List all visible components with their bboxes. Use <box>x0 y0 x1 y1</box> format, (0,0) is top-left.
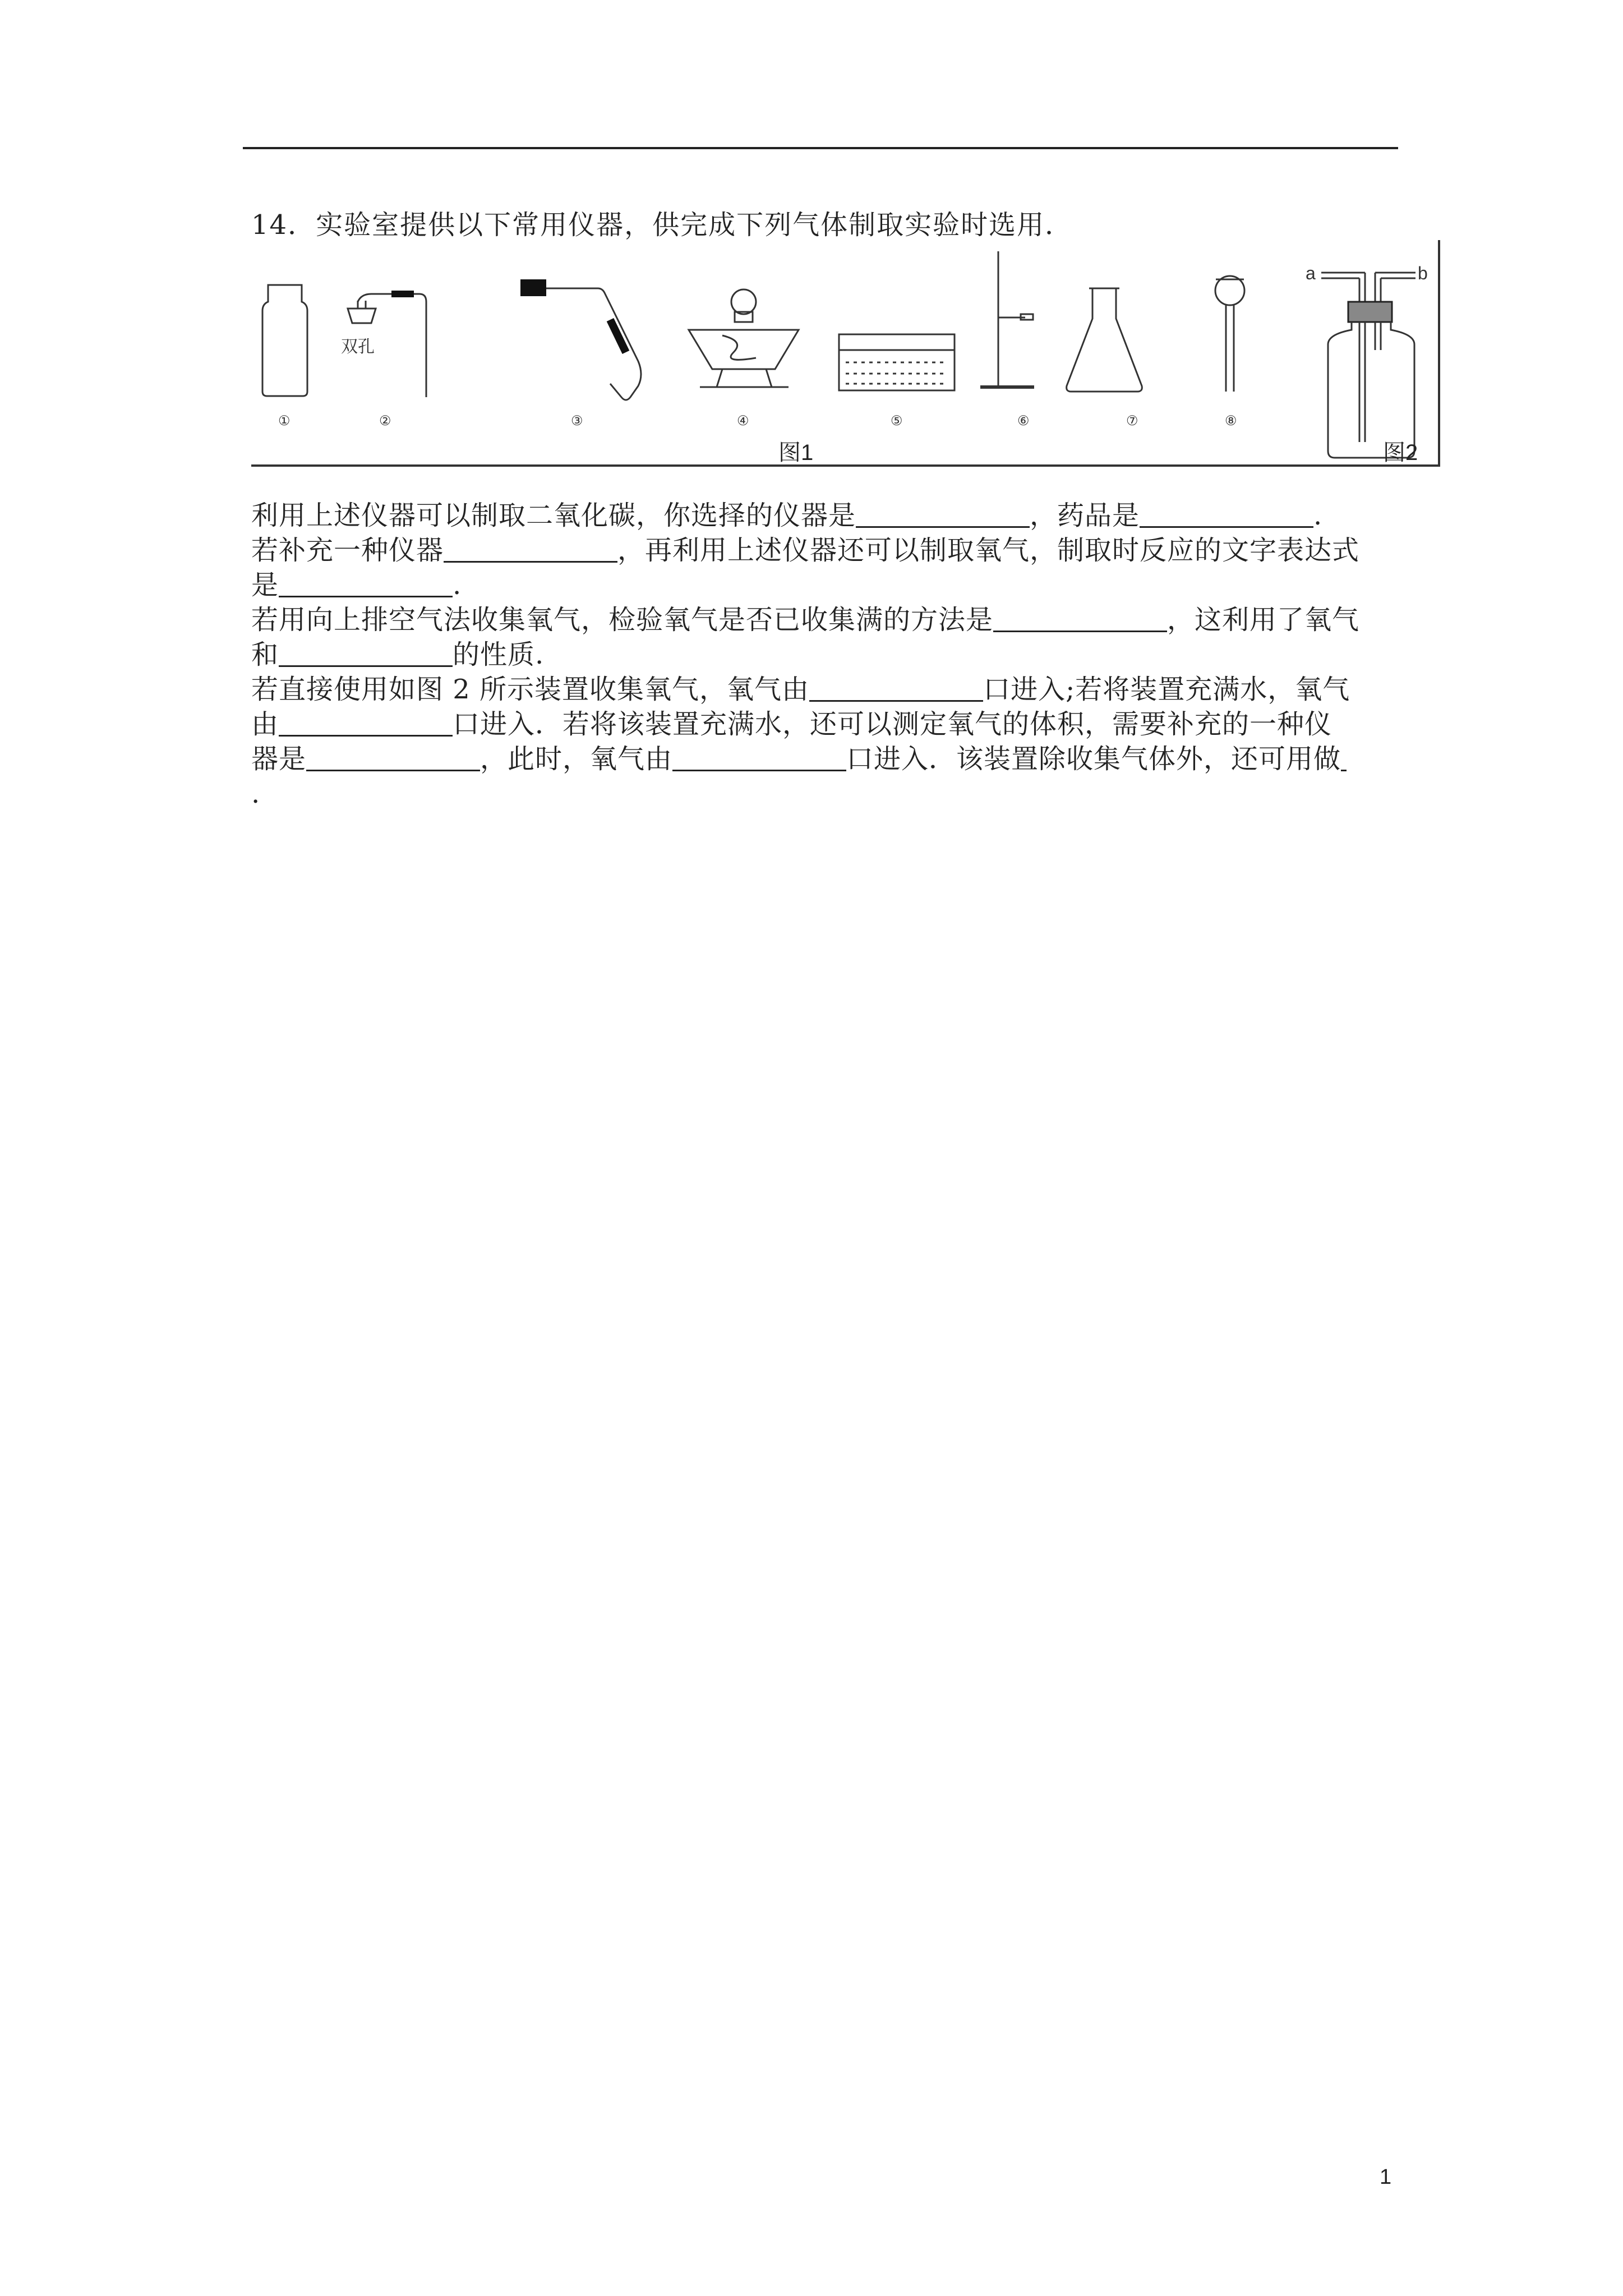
answer-blank-property[interactable] <box>279 638 453 667</box>
label-8: ⑧ <box>1225 413 1237 429</box>
label-6: ⑥ <box>1017 413 1030 429</box>
body-line-7 <box>251 707 1402 742</box>
header-rule <box>243 147 1398 149</box>
question-body <box>251 498 1402 811</box>
conical-flask-icon <box>1067 288 1142 392</box>
text-segment: 若直接使用如图 2 所示装置收集氧气，氧气由 <box>251 674 810 705</box>
label-5: ⑤ <box>891 413 903 429</box>
question-stem: 14．实验室提供以下常用仪器，供完成下列气体制取实验时选用． <box>251 209 1073 241</box>
body-line-4 <box>251 602 1402 637</box>
text-segment: 由 <box>251 708 279 740</box>
label-4: ④ <box>737 413 749 429</box>
label-1: ① <box>278 413 291 429</box>
body-line-9 <box>251 776 1402 811</box>
text-segment: ，再利用上述仪器还可以制取氧气，制取时反应的文字表达式 <box>617 535 1360 566</box>
label-2: ② <box>379 413 391 429</box>
body-line-6 <box>251 672 1402 707</box>
text-segment: . <box>251 778 261 809</box>
text-segment: 是 <box>251 569 279 601</box>
answer-blank-inlet-3[interactable] <box>672 743 846 771</box>
long-funnel-icon <box>1215 276 1244 392</box>
iron-stand-icon <box>980 251 1034 387</box>
text-segment: 若用向上排空气法收集氧气，检验氧气是否已收集满的方法是 <box>251 604 994 636</box>
text-segment: . <box>1313 500 1323 531</box>
alcohol-lamp-icon <box>689 289 799 387</box>
text-segment: 若补充一种仪器 <box>251 535 444 566</box>
text-segment: ，此时，氧气由 <box>480 743 673 775</box>
delivery-tube-icon <box>520 279 641 400</box>
body-line-2 <box>251 533 1402 568</box>
gas-washing-bottle-icon <box>1306 263 1428 458</box>
body-line-1 <box>251 498 1402 533</box>
label-7: ⑦ <box>1126 413 1138 429</box>
stopper-label: 双孔 <box>341 338 375 356</box>
bottle-icon <box>262 285 307 396</box>
apparatus-drawing <box>251 240 1441 469</box>
body-line-3 <box>251 568 1402 602</box>
body-line-8 <box>251 742 1402 776</box>
figure-2-caption: 图2 <box>1383 440 1418 465</box>
label-3: ③ <box>571 413 583 429</box>
text-segment: 器是 <box>251 743 307 775</box>
apparatus-figure <box>251 240 1441 469</box>
text-segment: 的性质. <box>453 639 545 670</box>
water-trough-icon <box>839 334 955 390</box>
answer-blank-measuring-instrument[interactable] <box>306 743 480 771</box>
answer-blank-reagents[interactable] <box>1140 499 1313 528</box>
text-segment: 口进入．若将该装置充满水，还可以测定氧气的体积，需要补充的一种仪 <box>453 708 1332 740</box>
answer-blank-instruments[interactable] <box>856 499 1030 528</box>
text-segment: ，药品是 <box>1030 500 1140 531</box>
page-number: 1 <box>1380 2165 1392 2189</box>
text-segment: 和 <box>251 639 279 670</box>
answer-blank-inlet-2[interactable] <box>279 708 453 737</box>
answer-blank-inlet-1[interactable] <box>809 673 983 702</box>
port-b-label: b <box>1418 263 1428 283</box>
stopper-tube-icon <box>341 294 426 397</box>
answer-blank-extra-instrument[interactable] <box>444 534 617 563</box>
port-a-label: a <box>1306 263 1316 283</box>
text-segment: 口进入．该装置除收集气体外，还可用做 <box>846 743 1341 775</box>
answer-blank-word-equation[interactable] <box>279 569 453 597</box>
text-segment: ，这利用了氧气 <box>1167 604 1360 636</box>
body-line-5 <box>251 637 1402 672</box>
text-segment: . <box>453 569 462 601</box>
text-segment: 利用上述仪器可以制取二氧化碳，你选择的仪器是 <box>251 500 856 531</box>
figure-1-caption: 图1 <box>778 440 814 465</box>
answer-blank-check-method[interactable] <box>993 604 1167 632</box>
text-segment: 口进入;若将装置充满水，氧气 <box>983 674 1350 705</box>
answer-blank-other-use[interactable] <box>1341 743 1347 771</box>
